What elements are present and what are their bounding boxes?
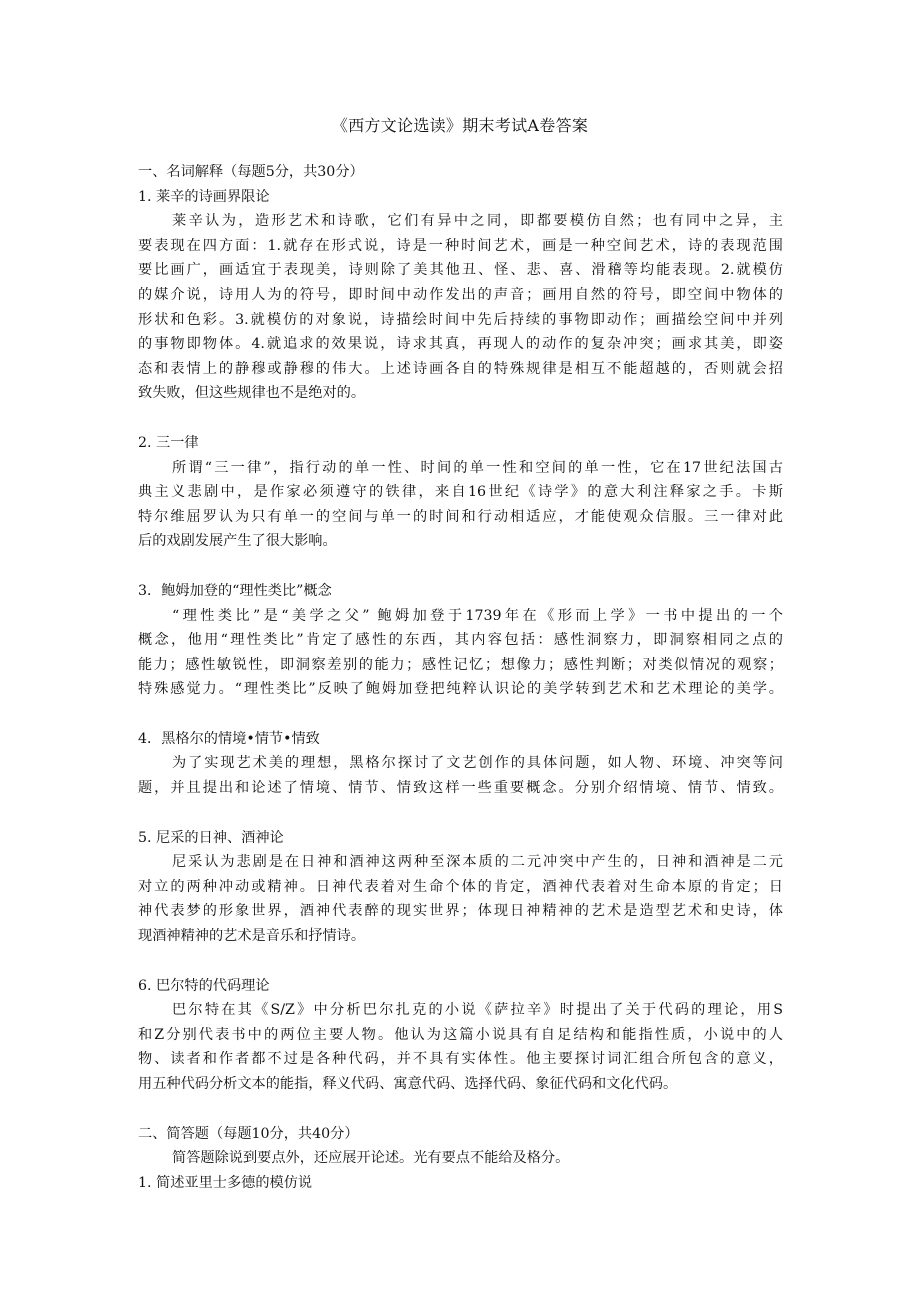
answer-line: 的事物即物体。4.就追求的效果说，诗求其真，再现人的动作的复杂冲突；画求其美，即姿 <box>138 336 783 353</box>
spacer <box>138 702 783 727</box>
answer-line: 物、读者和作者都不过是各种代码，并不具有实体性。他主要探讨词汇组合所包含的意义， <box>138 1051 783 1068</box>
answer-line: 特殊感觉力。“理性类比”反映了鲍姆加登把纯粹认识论的美学转到艺术和艺术理论的美学。 <box>138 681 783 698</box>
spacer <box>138 801 783 826</box>
term-heading: 2. 三一律 <box>138 434 199 451</box>
answer-line: 现酒神精神的艺术是音乐和抒情诗。 <box>138 928 366 945</box>
term-entry-nietzsche <box>138 826 783 949</box>
answer-line: 神代表梦的形象世界，酒神代表醉的现实世界；体现日神精神的艺术是造型艺术和史诗，体 <box>138 903 783 920</box>
section-heading: 一、名词解释（每题5分，共30分） <box>138 164 364 180</box>
section-note: 简答题除说到要点外，还应展开论述。光有要点不能给及格分。 <box>172 1150 570 1167</box>
answer-line: 莱辛认为，造形艺术和诗歌，它们有异中之同，即都要模仿自然；也有同中之异，主 <box>172 213 783 230</box>
spacer <box>138 1097 783 1122</box>
term-heading: 3．鲍姆加登的“理性类比”概念 <box>138 582 332 599</box>
answer-line: 能力；感性敏锐性，即洞察差别的能力；感性记忆；想像力；感性判断；对类似情况的观察； <box>138 656 783 673</box>
answer-line: 特尔维屈罗认为只有单一的空间与单一的时间和行动相适应，才能使观众信服。三一律对此 <box>138 508 783 525</box>
answer-line: 致失败，但这些规律也不是绝对的。 <box>138 385 366 402</box>
term-entry-hegel <box>138 727 783 801</box>
answer-line: 后的戏剧发展产生了很大影响。 <box>138 533 337 550</box>
term-entry-three-unities <box>138 431 783 554</box>
spacer <box>138 949 783 974</box>
term-heading: 5. 尼采的日神、酒神论 <box>138 829 284 846</box>
answer-line: 巴尔特在其《S/Z》中分析巴尔扎克的小说《萨拉辛》时提出了关于代码的理论，用S <box>172 1002 783 1019</box>
answer-line: 所谓“三一律”，指行动的单一性、时间的单一性和空间的单一性，它在17世纪法国古 <box>172 459 783 476</box>
answer-line: 典主义悲剧中，是作家必须遵守的铁律，来自16世纪《诗学》的意大利注释家之手。卡斯 <box>138 484 783 501</box>
answer-line: 要表现在四方面：1.就存在形式说，诗是一种时间艺术，画是一种空间艺术，诗的表现范围 <box>138 237 783 254</box>
answer-line: 概念，他用“理性类比”肯定了感性的东西，其内容包括：感性洞察力，即洞察相同之点的 <box>138 632 783 649</box>
section-short-answer <box>138 1122 783 1196</box>
question-heading: 1. 简述亚里士多德的模仿说 <box>138 1174 313 1191</box>
answer-line: 的媒介说，诗用人为的符号，即时间中动作发出的声音；画用自然的符号，即空间中物体的 <box>138 286 783 303</box>
document-body <box>138 160 783 1195</box>
term-entry-barthes <box>138 974 783 1097</box>
term-entry-lessing <box>138 185 783 406</box>
answer-line: 态和表情上的静穆或静穆的伟大。上述诗画各自的特殊规律是相互不能超越的，否则就会招 <box>138 360 783 377</box>
term-heading: 4．黑格尔的情境•情节•情致 <box>138 730 320 747</box>
answer-line: 用五种代码分析文本的能指，释义代码、寓意代码、选择代码、象征代码和文化代码。 <box>138 1076 678 1092</box>
spacer <box>138 406 783 431</box>
answer-line: 要比画广，画适宜于表现美，诗则除了美其他丑、怪、悲、喜、滑稽等均能表现。2.就模仿 <box>138 262 783 279</box>
section-heading: 二、简答题（每题10分，共40分） <box>138 1125 359 1142</box>
term-heading: 6. 巴尔特的代码理论 <box>138 977 270 994</box>
answer-line: 为了实现艺术美的理想，黑格尔探讨了文艺创作的具体问题，如人物、环境、冲突等问 <box>172 755 783 772</box>
spacer <box>138 554 783 579</box>
term-entry-baumgarten <box>138 579 783 702</box>
document-title: 《西方文论选读》期末考试A卷答案 <box>331 116 589 135</box>
answer-line: 形状和色彩。3.就模仿的对象说，诗描绘时间中先后持续的事物即动作；画描绘空间中并列 <box>138 311 783 328</box>
answer-line: 题，并且提出和论述了情境、情节、情致这样一些重要概念。分别介绍情境、情节、情致。 <box>138 780 783 797</box>
answer-line: 尼采认为悲剧是在日神和酒神这两种至深本质的二元冲突中产生的，日神和酒神是二元 <box>172 854 783 871</box>
term-heading: 1. 莱辛的诗画界限论 <box>138 188 270 205</box>
answer-line: 对立的两种冲动或精神。日神代表着对生命个体的肯定，酒神代表着对生命本原的肯定；日 <box>138 878 783 895</box>
answer-line: 和Z分别代表书中的两位主要人物。他认为这篇小说具有自足结构和能指性质，小说中的人 <box>138 1026 783 1043</box>
answer-line: “理性类比”是“美学之父” 鲍姆加登于1739年在《形而上学》一书中提出的一个 <box>172 607 783 624</box>
